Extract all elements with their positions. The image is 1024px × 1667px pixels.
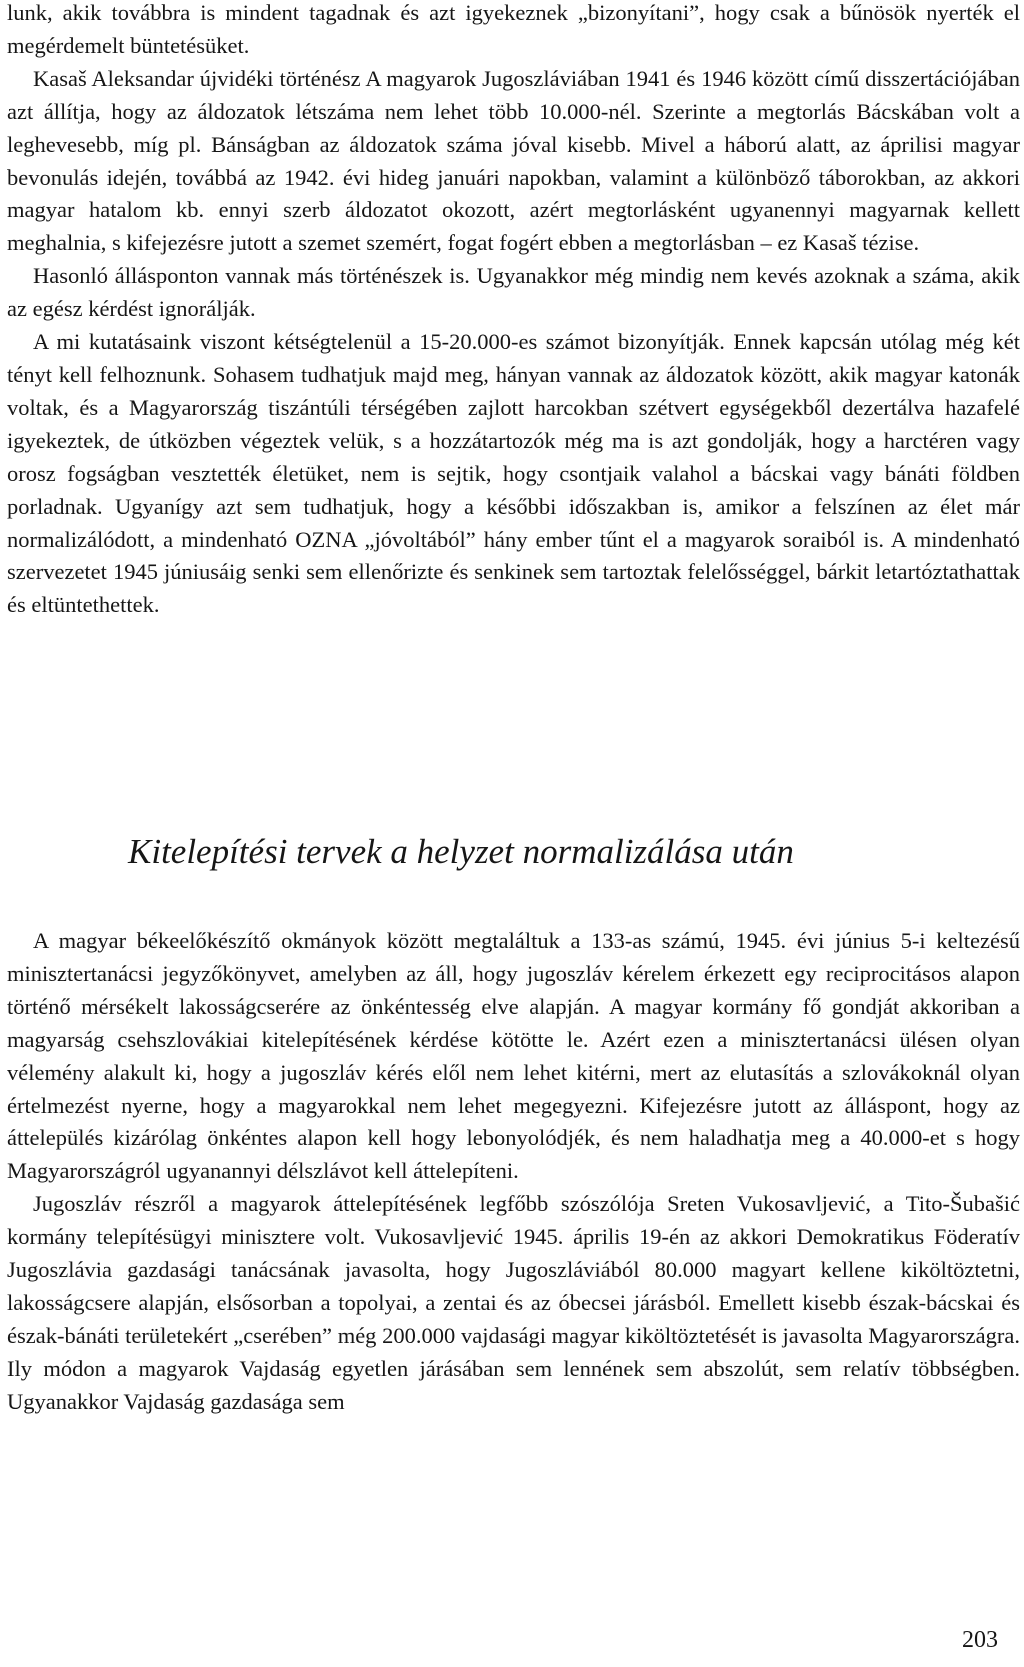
paragraph-kasas: Kasaš Aleksandar újvidéki történész A magyarok Jugoszláviában 1941 és 1946 között című disszertációjában azt állítja, hogy az áldozatok létszáma nem lehet több 10.000-nél. Szerinte a megtorlás Bácskában volt a leghevesebb, míg pl. Bánságban az áldozatok száma jóval kisebb. Mivel a háború alatt, az áprilisi magyar bevonulás idején, továbbá az 1942. évi hideg januári napokban, valamint a különböző táborokban, az akkori magyar hatalom kb. ennyi szerb áldozatot okozott, azért megtorlásként ugyanennyi magyarnak kellett meghalnia, s kifejezésre jutott a szemet szemért, fogat fogért ebben a megtorlásban – ez Kasaš tézise. [7, 65, 1020, 256]
paragraph-peace-documents: A magyar békeelőkészítő okmányok között megtaláltuk a 133-as számú, 1945. évi június 5-i keltezésű minisztertanácsi jegyzőkönyvet, amelyben az áll, hogy jugoszláv kérelem érkezett egy reciprocitásos alapon történő mérsékelt lakosságcserére az önkéntesség elve alapján. A magyar kormány fő gondját akkoriban a magyarság csehszlovákiai kitelepítésének kérdése kötötte le. Azért ezen a minisztertanácsi ülésen olyan vélemény alakult ki, hogy a jugoszláv kérés elől nem lehet kitérni, mert az elutasítás a szlovákoknál olyan értelmezést nyerne, hogy a magyarokkal nem lehet megegyezni. Kifejezésre jutott az álláspont, hogy az áttelepülés kizárólag önkéntes alapon kell hogy lebonyolódjék, és nem haladhatja meg a 40.000-et s hogy Magyarországról ugyanannyi délszlávot kell áttelepíteni. [7, 928, 1020, 1184]
paragraph-continuation: lunk, akik továbbra is mindent tagadnak és azt igyekeznek „bizonyítani”, hogy csak a bűnösök nyerték el megérdemelt büntetésüket. [7, 0, 1020, 58]
text-block-top [7, 0, 1020, 622]
text-block-bottom [7, 925, 1020, 1419]
paragraph-historians: Hasonló állásponton vannak más történészek is. Ugyanakkor még mindig nem kevés azoknak a száma, akik az egész kérdést ignorálják. [7, 263, 1020, 322]
paragraph-research: A mi kutatásaink viszont kétségtelenül a 15-20.000-es számot bizonyítják. Ennek kapcsán utólag még két tényt kell felhoznunk. Sohasem tudhatjuk majd meg, hányan vannak az áldozatok között, akik magyar katonák voltak, és a Magyarország tiszántúli térségében zajlott harcokban szétvert egységekből dezertálva hazafelé igyekeztek, de útközben végeztek velük, s a hozzátartozók még ma is azt gondolják, hogy a harctéren vagy orosz fogságban vesztették életüket, nem is sejtik, hogy csontjaik valahol a bácskai vagy bánáti földben porladnak. Ugyanígy azt sem tudhatjuk, hogy a későbbi időszakban is, amikor a felszínen az élet már normalizálódott, a mindenható OZNA „jóvoltából” hány ember tűnt el a magyarok soraiból is. A mindenható szervezetet 1945 júniusáig senki sem ellenőrizte és senkinek sem tartoztak felelősséggel, bárkit letartóztathattak és eltüntethettek. [7, 329, 1020, 618]
document-page [7, 0, 1020, 1667]
page-number: 203 [962, 1627, 998, 1653]
paragraph-vukosavljevic: Jugoszláv részről a magyarok áttelepítésének legfőbb szószólója Sreten Vukosavljević, a Tito-Šubašić kormány telepítésügyi minisztere volt. Vukosavljević 1945. április 19-én az akkori Demokratikus Föderatív Jugoszlávia gazdasági tanácsának javasolta, hogy Jugoszláviából 80.000 magyart kellene kiköltöztetni, lakosságcsere alapján, elsősorban a topolyai, a zentai és az óbecsei járásból. Emellett kisebb észak-bácskai és észak-bánáti területekért „cserében” még 200.000 vajdasági magyar kiköltöztetését is javasolta Magyarországra. Ily módon a magyarok Vajdaság egyetlen járásában sem lennének sem abszolút, sem relatív többségben. Ugyanakkor Vajdaság gazdasága sem [7, 1191, 1020, 1414]
section-heading: Kitelepítési tervek a helyzet normalizálása után [128, 832, 794, 871]
